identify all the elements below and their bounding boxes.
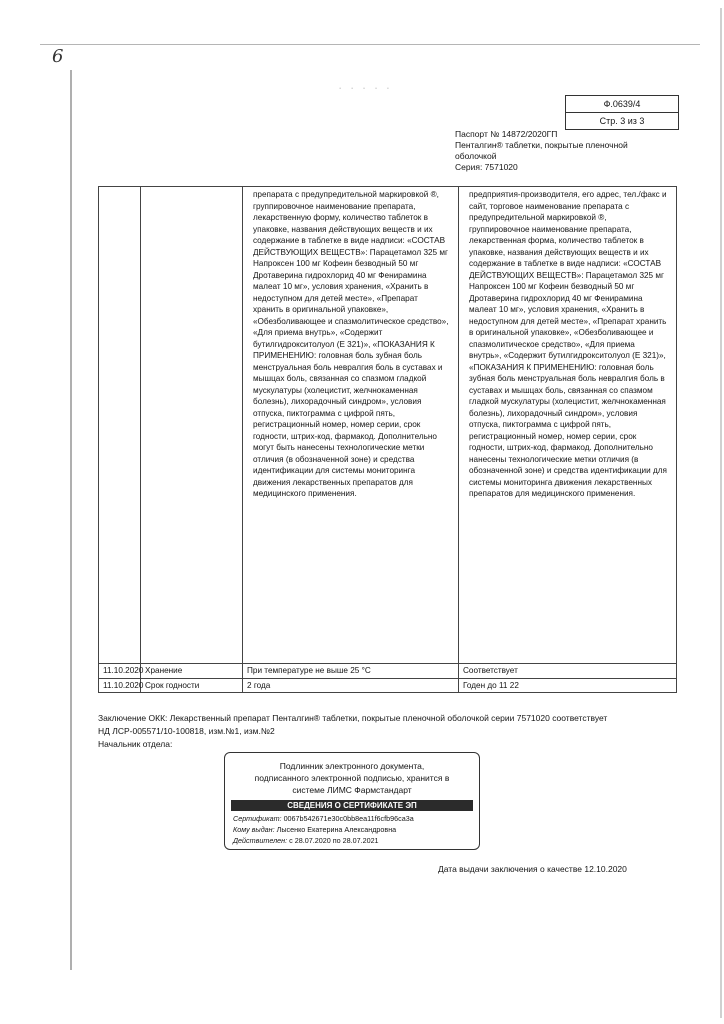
indicator-cell: Хранение: [141, 664, 243, 679]
product-name: Пенталгин® таблетки, покрытые пленочной оболочкой: [455, 140, 628, 161]
page-count: Стр. 3 из 3: [566, 112, 678, 129]
table-row: [99, 664, 677, 679]
validity-value: с 28.07.2020 по 28.07.2021: [289, 836, 379, 845]
page-number: 6: [52, 46, 64, 67]
date-cell: 11.10.2020: [99, 664, 141, 679]
date-cell: 11.10.2020: [99, 678, 141, 693]
passport-number: Паспорт № 14872/2020ГП: [455, 129, 558, 139]
issue-date: Дата выдачи заключения о качестве 12.10.2020: [438, 864, 627, 874]
scan-line-left: [70, 70, 72, 970]
e-signature-line: системе ЛИМС Фармстандарт: [292, 785, 412, 795]
owner-value: Лысенко Екатерина Александровна: [276, 825, 397, 834]
e-signature-box: [224, 752, 480, 850]
certificate-value: 0067b542671e30c0bb8ea11f6cfb96ca3a: [283, 814, 414, 823]
result-cell: Соответствует: [459, 664, 677, 679]
form-code: Ф.0639/4: [603, 99, 641, 109]
e-signature-line: подписанного электронной подписью, хранится в: [254, 773, 450, 783]
validity-label: Действителен:: [233, 836, 288, 845]
head-of-department-label: Начальник отдела:: [98, 739, 173, 749]
requirement-cell: 2 года: [243, 678, 459, 693]
conclusion-block: [98, 712, 618, 751]
requirement-cell: препарата с предупредительной маркировкой ®, группировочное наименование препарата, лекарственную форму, количество таблеток в упаковке, названия действующих веществ и их содержание в таблетке в виде надписи: «СОСТАВ ДЕЙСТВУЮЩИХ ВЕЩЕСТВ»: Парацетамол 325 мг Напроксен 100 мг Кофеин безводный 50 мг Дротаверина гидрохлорид 40 мг Фенирамина малеат 10 мг», условия хранения, «Хранить в недоступном для детей месте», «Препарат хранить в оригинальной упаковке», «Обезболивающее и спазмолитическое средство», «Для приема внутрь», «Содержит бутилгидрокситолуол (Е 321)», «ПОКАЗАНИЯ К ПРИМЕНЕНИЮ: головная боль зубная боль менструальная боль невралгия боль в суставах и мышцах боль, связанная со спазмом гладкой мускулатуры (холецистит, желчнокаменная болезнь), лихорадочный синдром», условия отпуска, пиктограмма с цифрой пять, регистрационный номер, номер серии, срок годности, штрих-код, фармакод. Дополнительно могут быть нанесены технологические метки отличия (в обозначенной зоне) и средства идентификации для системы мониторинга движения лекарственных препаратов для медицинского применения.: [243, 187, 459, 664]
certificate-owner-line: [225, 824, 479, 835]
indicator-cell: [141, 187, 243, 664]
owner-label: Кому выдан:: [233, 825, 275, 834]
certificate-number-line: [225, 813, 479, 824]
passport-info: [455, 129, 635, 173]
conclusion-text: Заключение ОКК: Лекарственный препарат Пенталгин® таблетки, покрытые пленочной оболочкой серии 7571020 соответствует НД ЛСР-005571/10-100818, изм.№1, изм.№2: [98, 713, 608, 736]
result-cell: предприятия-производителя, его адрес, тел./факс и сайт, торговое наименование препарата с предупредительной маркировкой ®, группировочное наименование препарата, лекарственная форма, количество таблеток в упаковке, названия действующих веществ и их содержание в таблетке в виде надписи: «СОСТАВ ДЕЙСТВУЮЩИХ ВЕЩЕСТВ»: Парацетамол 325 мг Напроксен 100 мг Кофеин безводный 50 мг Дротаверина гидрохлорид 40 мг Фенирамина малеат 10 мг», условия хранения, «Хранить в недоступном для детей месте», «Препарат хранить в оригинальной упаковке», «Обезболивающее и спазмолитическое средство», «Для приема внутрь», «Содержит бутилгидрокситолуол (Е 321)», «ПОКАЗАНИЯ К ПРИМЕНЕНИЮ: головная боль зубная боль менструальная боль невралгия боль в суставах и мышцах боль, связанная со спазмом гладкой мускулатуры (холецистит, желчнокаменная болезнь), лихорадочный синдром», условия отпуска, пиктограмма с цифрой пять, регистрационный номер, номер серии, срок годности, штрих-код, фармакод. Дополнительно нанесены технологические метки отличия (в обозначенной зоне) и средства идентификации для системы мониторинга движения лекарственных препаратов для медицинского применения.: [459, 187, 677, 664]
table-row: [99, 187, 677, 664]
test-results-table: [98, 186, 677, 693]
requirement-cell: При температуре не выше 25 °С: [243, 664, 459, 679]
certificate-validity-line: [225, 835, 479, 846]
top-rule: [40, 44, 700, 45]
series-number: Серия: 7571020: [455, 162, 518, 172]
certificate-label: Сертификат:: [233, 814, 282, 823]
date-cell: [99, 187, 141, 664]
table-row: [99, 678, 677, 693]
certificate-info-bar: СВЕДЕНИЯ О СЕРТИФИКАТЕ ЭП: [231, 800, 473, 811]
e-signature-header: [225, 760, 479, 796]
faint-stamp-mark: · · · · ·: [338, 80, 393, 95]
indicator-cell: Срок годности: [141, 678, 243, 693]
e-signature-line: Подлинник электронного документа,: [279, 761, 425, 771]
scan-line-right: [720, 8, 722, 1018]
form-code-box: [565, 95, 679, 130]
result-cell: Годен до 11 22: [459, 678, 677, 693]
